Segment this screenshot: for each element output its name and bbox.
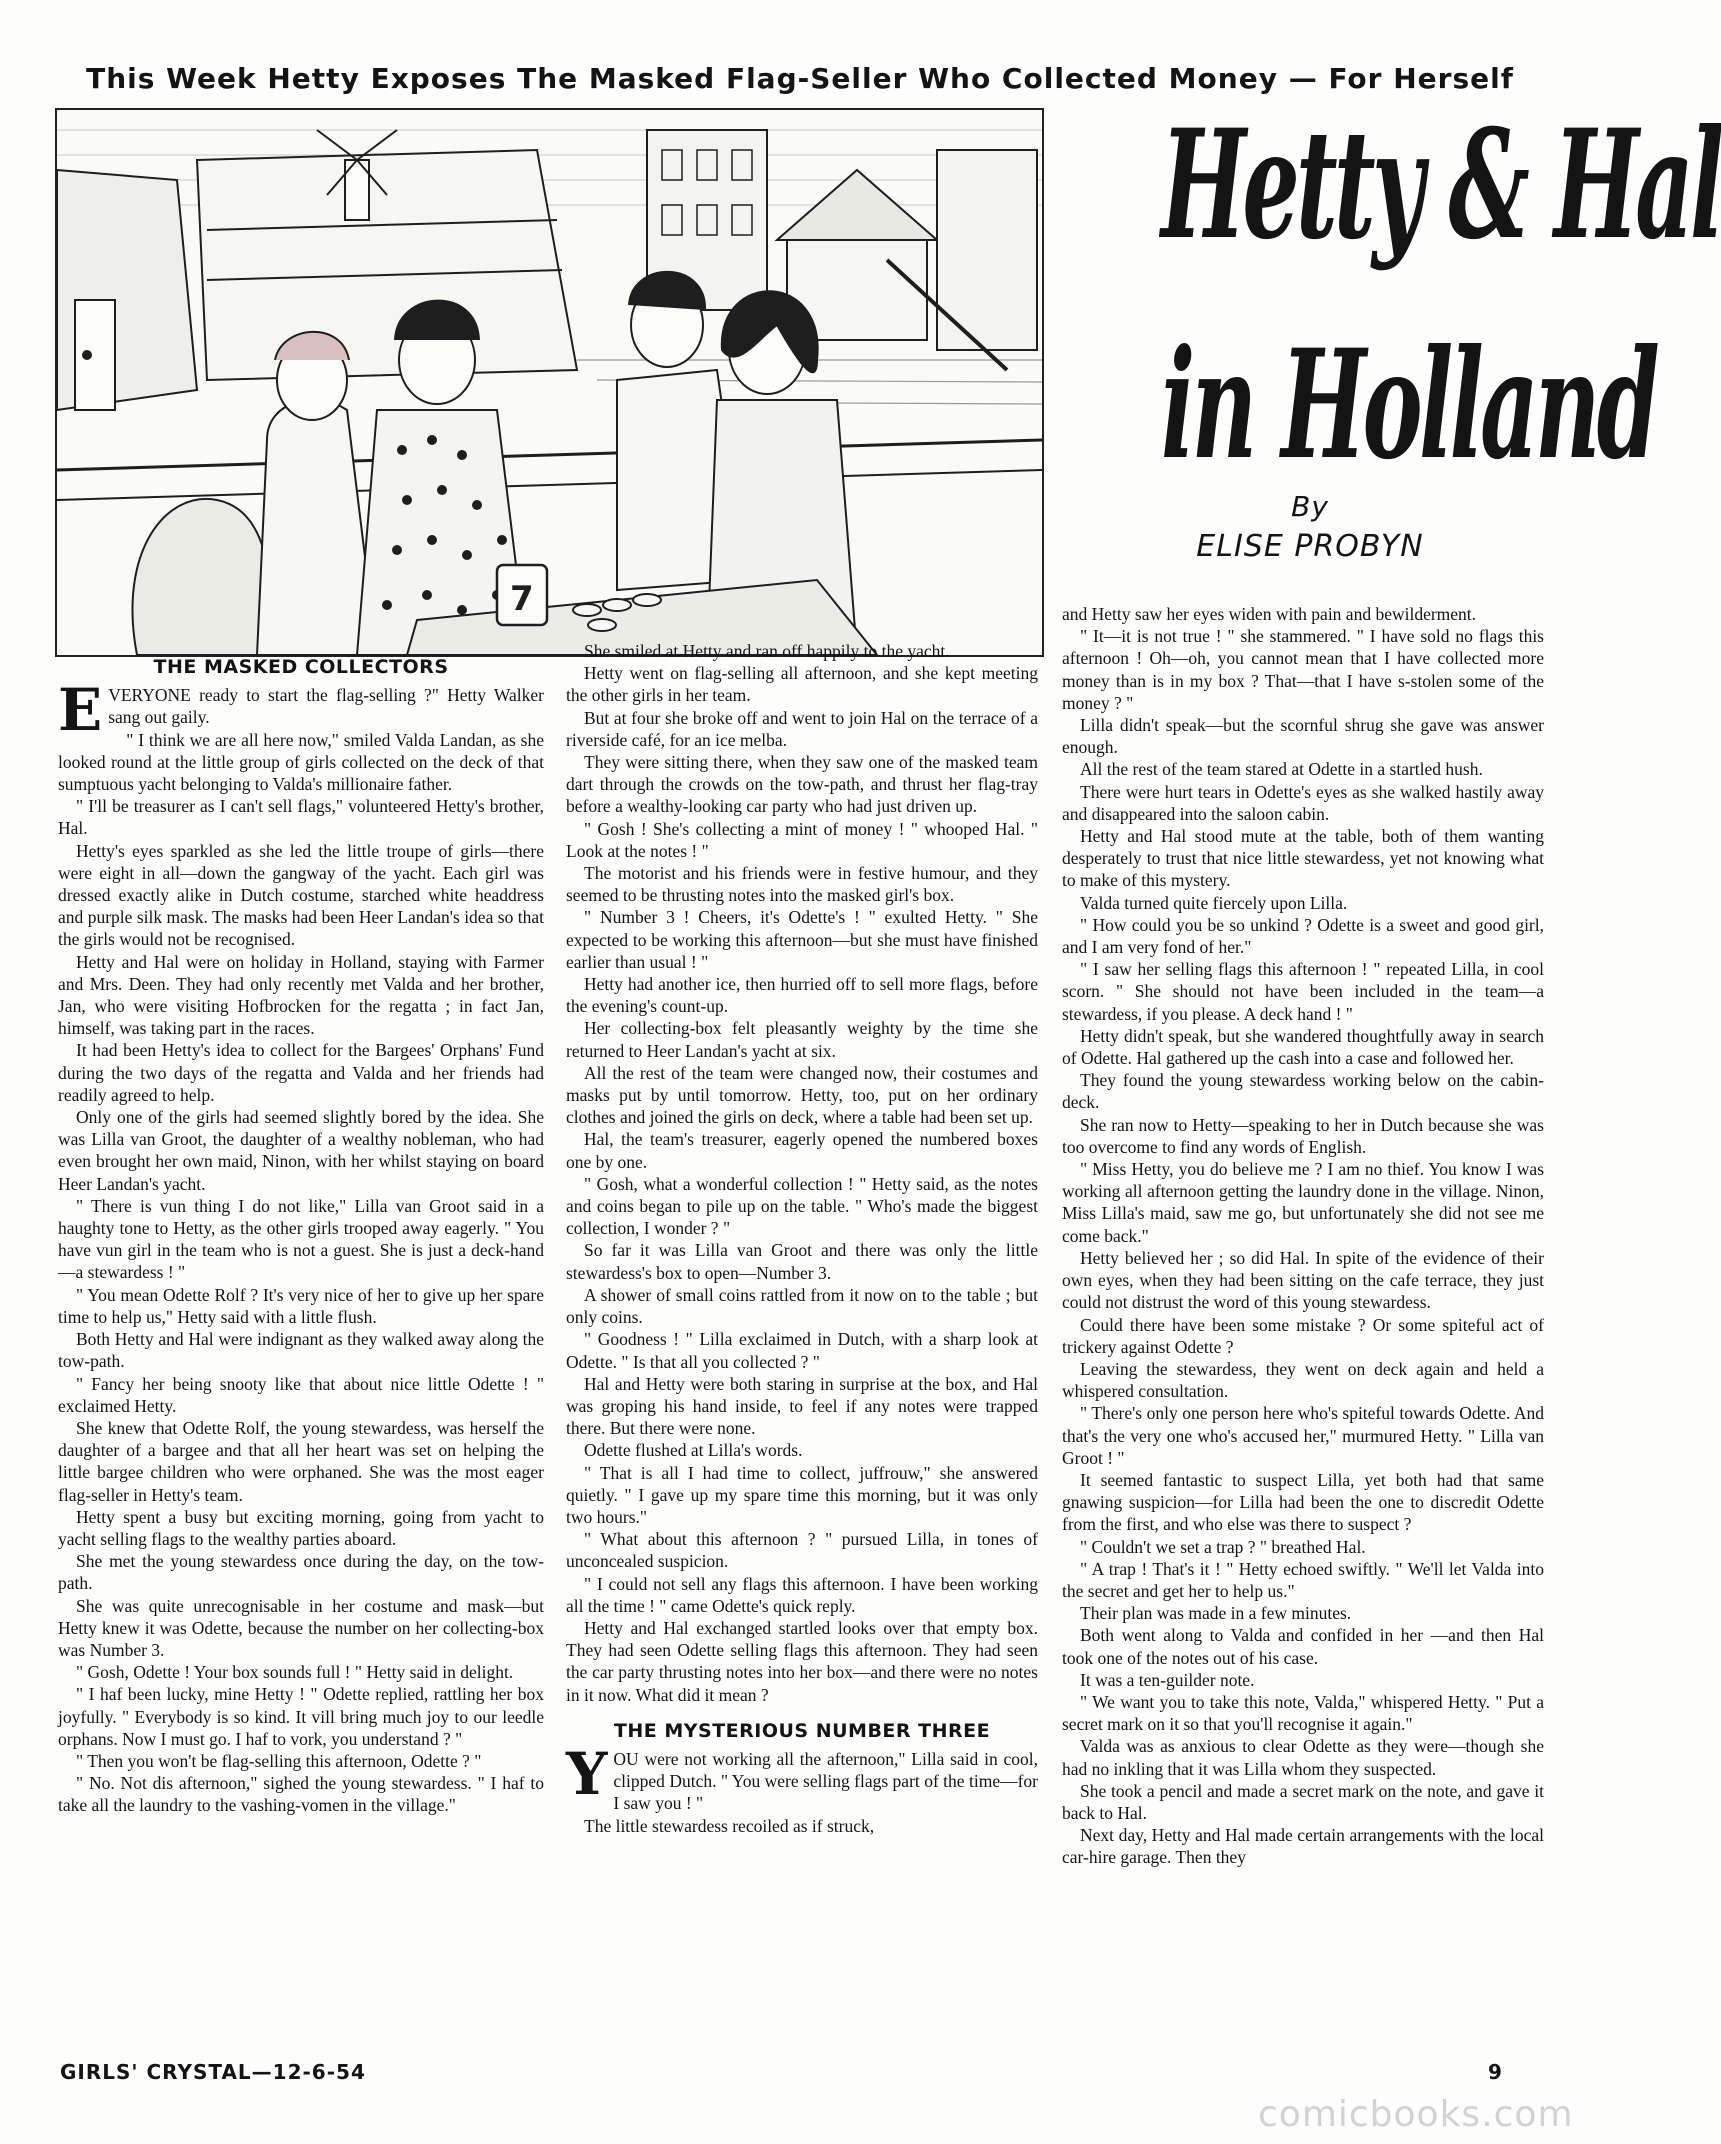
paragraph: She took a pencil and made a secret mark on the note, and gave it back to Hal. — [1062, 1780, 1544, 1823]
paragraph: " Couldn't we set a trap ? " breathed Hal. — [1080, 1536, 1366, 1557]
paragraph: Both went along to Valda and confided in her —and then Hal took one of the notes out of his case. — [1062, 1625, 1544, 1668]
paragraph: " I could not sell any flags this afternoon. I have been working all the time ! " came Odette's quick reply. — [566, 1573, 1038, 1616]
paragraph: " Gosh, what a wonderful collection ! " Hetty said, as the notes and coins began to pile up on the table. " Who's made the biggest collection, I wonder ? " — [566, 1173, 1038, 1239]
paragraph: It had been Hetty's idea to collect for the Bargees' Orphans' Fund during the two days of the regatta and Valda and her friends had readily agreed to help. — [58, 1040, 544, 1105]
paragraph: Hetty didn't speak, but she wandered thoughtfully away in search of Odette. Hal gathered up the cash into a case and followed her. — [1062, 1025, 1544, 1069]
paragraph: " Then you won't be flag-selling this afternoon, Odette ? " — [76, 1750, 482, 1771]
paragraph: She knew that Odette Rolf, the young stewardess, was herself the daughter of a bargee and that all her heart was set on helping the little bargee children who were orphaned. She was the most eager flag-seller in Hetty's team. — [58, 1417, 544, 1505]
paragraph: Valda was as anxious to clear Odette as they were—though she had no inkling that it was Lilla whom they suspected. — [1062, 1736, 1544, 1779]
paragraph: " That is all I had time to collect, juffrouw," she answered quietly. " I gave up my spare time this morning, but it was only two hours." — [566, 1462, 1038, 1527]
paragraph: " We want you to take this note, Valda," whispered Hetty. " Put a secret mark on it so that you'll recognise it again." — [1062, 1691, 1544, 1735]
section-heading: THE MASKED COLLECTORS — [153, 656, 449, 678]
paragraph: Next day, Hetty and Hal made certain arrangements with the local car-hire garage. Then they — [1062, 1825, 1544, 1868]
paragraph: There were hurt tears in Odette's eyes as she walked hastily away and disappeared into the saloon cabin. — [1062, 781, 1544, 824]
paragraph: " I haf been lucky, mine Hetty ! " Odette replied, rattling her box joyfully. " Everybody is so kind. It vill bring much joy to our leedle orphans. Now I must go. I haf to vork, you understand ? " — [58, 1684, 544, 1749]
paragraph: It seemed fantastic to suspect Lilla, yet both had that same gnawing suspicion—for Lilla had been the one to discredit Odette from the first, and who else was there to suspect ? — [1062, 1469, 1544, 1535]
paragraph: Hetty believed her ; so did Hal. In spite of the evidence of their own eyes, when they had been sitting on the cafe terrace, they just could not distrust the word of this young stewardess. — [1062, 1247, 1544, 1313]
paragraph: Hetty spent a busy but exciting morning, going from yacht to yacht selling flags to the wealthy parties aboard. — [58, 1506, 544, 1549]
paragraph: " You mean Odette Rolf ? It's very nice of her to give up her spare time to help us," Hetty said with a little flush. — [58, 1284, 544, 1327]
text-column-3 — [1062, 603, 1544, 1869]
paragraph: " It—it is not true ! " she stammered. " I have sold no flags this afternoon ! Oh—oh, you cannot mean that I have collected more money than is in my box ? That—that I have s-stolen some of the money ? " — [1062, 626, 1544, 713]
paragraph: The little stewardess recoiled as if struck, — [584, 1815, 875, 1836]
lead-text-2: OU were not working all the afternoon," Lilla said in cool, clipped Dutch. " You were selling flags part of the time—for I saw you ! " — [613, 1748, 1038, 1814]
paragraph: All the rest of the team were changed now, their costumes and masks put by until tomorrow. Hetty, too, put on her ordinary clothes and joined the girls on deck, where a table had been set up. — [566, 1062, 1038, 1128]
paragraph: " Fancy her being snooty like that about nice little Odette ! " exclaimed Hetty. — [58, 1373, 544, 1416]
paragraph: They were sitting there, when they saw one of the masked team dart through the crowds on the tow-path, and thrust her flag-tray before a wealthy-looking car party who had just driven up. — [566, 752, 1038, 817]
paragraph: But at four she broke off and went to join Hal on the terrace of a riverside café, for an ice melba. — [566, 707, 1038, 750]
byline — [1100, 490, 1520, 564]
paragraph: " Miss Hetty, you do believe me ? I am no thief. You know I was working all afternoon getting the laundry done in the village. Ninon, Miss Lilla's maid, saw me go, but unfortunately she did not see me come back." — [1062, 1159, 1544, 1246]
paragraph: It was a ten-guilder note. — [1080, 1669, 1255, 1690]
paragraph: " Gosh, Odette ! Your box sounds full ! " Hetty said in delight. — [76, 1662, 514, 1683]
paragraph: " There is vun thing I do not like," Lilla van Groot said in a haughty tone to Hetty, as the other girls trooped away eagerly. " You have vun girl in the team who is not a guest. She is just a deck-hand—a stewardess ! " — [58, 1195, 544, 1283]
paragraph: She ran now to Hetty—speaking to her in Dutch because she was too overcome to find any words of English. — [1062, 1114, 1544, 1157]
paragraph: " Number 3 ! Cheers, it's Odette's ! " exulted Hetty. " She expected to be working this afternoon—but she must have finished earlier than usual ! " — [566, 907, 1038, 972]
paragraph: Leaving the stewardess, they went on deck again and held a whispered consultation. — [1062, 1358, 1544, 1402]
paragraph: The motorist and his friends were in festive humour, and they seemed to be thrusting notes into the masked girl's box. — [566, 863, 1038, 906]
story-title — [1060, 97, 1721, 550]
paragraph: Hetty and Hal exchanged startled looks over that empty box. They had seen Odette selling flags this afternoon. They had seen the car party thrusting notes into her box—and there were no notes in it now. What did it mean ? — [566, 1617, 1038, 1705]
paragraph: " What about this afternoon ? " pursued Lilla, in tones of unconcealed suspicion. — [566, 1529, 1038, 1572]
paragraph: So far it was Lilla van Groot and there was only the little stewardess's box to open—Number 3. — [566, 1240, 1038, 1283]
paragraph: " There's only one person here who's spiteful towards Odette. And that's the very one who's accused her," murmured Hetty. " Lilla van Groot ! " — [1062, 1403, 1544, 1468]
text-column-2 — [566, 640, 1038, 1837]
paragraph: " I'll be treasurer as I can't sell flags," volunteered Hetty's brother, Hal. — [58, 796, 544, 839]
paragraph: " How could you be so unkind ? Odette is a sweet and good girl, and I am very fond of her." — [1062, 914, 1544, 958]
paragraph: They found the young stewardess working below on the cabin-deck. — [1062, 1070, 1544, 1113]
paragraph: Odette flushed at Lilla's words. — [584, 1440, 803, 1461]
paragraph: She smiled at Hetty and ran off happily to the yacht. — [584, 641, 950, 661]
paragraph: " Gosh ! She's collecting a mint of money ! " whooped Hal. " Look at the notes ! " — [566, 818, 1038, 861]
paragraph: Hetty and Hal stood mute at the table, both of them wanting desperately to trust that nice little stewardess, yet not knowing what to make of this mystery. — [1062, 826, 1544, 891]
title-line-2: in Holland — [1161, 317, 1657, 493]
paragraph: " A trap ! That's it ! " Hetty echoed swiftly. " We'll let Valda into the secret and get her to help us." — [1062, 1558, 1544, 1601]
title-line-1: Hetty & Hal — [1161, 97, 1721, 273]
paragraph: " Goodness ! " Lilla exclaimed in Dutch, with a sharp look at Odette. " Is that all you collected ? " — [566, 1329, 1038, 1372]
section-heading-2: THE MYSTERIOUS NUMBER THREE — [613, 1719, 991, 1742]
paragraph: and Hetty saw her eyes widen with pain and bewilderment. — [1062, 604, 1477, 624]
paragraph: All the rest of the team stared at Odette in a startled hush. — [1080, 759, 1483, 780]
paragraph: She was quite unrecognisable in her costume and mask—but Hetty knew it was Odette, because the number on her collecting-box was Number 3. — [58, 1595, 544, 1660]
lead-paragraph — [58, 676, 544, 745]
box-number: 7 — [510, 579, 534, 619]
byline-by: By — [1291, 490, 1329, 523]
drop-cap: E — [58, 676, 103, 745]
paragraph: Hetty went on flag-selling all afternoon, and she kept meeting the other girls in her team. — [566, 663, 1038, 706]
text-column-1 — [58, 656, 544, 1817]
paragraph: " I saw her selling flags this afternoon ! " repeated Lilla, in cool scorn. " She should not have been included in the team—a stewardess, if you please. A deck hand ! " — [1062, 959, 1544, 1024]
paragraph: A shower of small coins rattled from it now on to the table ; but only coins. — [566, 1284, 1038, 1328]
lead-paragraph-2 — [566, 1739, 1038, 1815]
paragraph: " I think we are all here now," smiled Valda Landan, as she looked round at the little group of girls collected on the deck of that sumptuous yacht belonging to Valda's millionaire father. — [58, 729, 544, 795]
author-name: ELISE PROBYN — [1196, 529, 1424, 564]
paragraph: Her collecting-box felt pleasantly weighty by the time she returned to Heer Landan's yacht at six. — [566, 1018, 1038, 1061]
paragraph: Their plan was made in a few minutes. — [1080, 1603, 1352, 1624]
strapline: This Week Hetty Exposes The Masked Flag-Seller Who Collected Money — For Herself — [86, 62, 1514, 95]
story-illustration — [55, 108, 1044, 657]
paragraph: Hal, the team's treasurer, eagerly opened the numbered boxes one by one. — [566, 1129, 1038, 1172]
paragraph: Both Hetty and Hal were indignant as they walked away along the tow-path. — [58, 1329, 544, 1372]
paragraph: " No. Not dis afternoon," sighed the young stewardess. " I haf to take all the laundry to the vashing-vomen in the village." — [58, 1773, 544, 1816]
paragraph: Only one of the girls had seemed slightly bored by the idea. She was Lilla van Groot, the daughter of a wealthy nobleman, who had even brought her own maid, Ninon, with her whilst staying on board Heer Landan's yacht. — [58, 1107, 544, 1194]
paragraph: Valda turned quite fiercely upon Lilla. — [1080, 892, 1348, 913]
paragraph: Could there have been some mistake ? Or some spiteful act of trickery against Odette ? — [1062, 1314, 1544, 1357]
paragraph: Hetty and Hal were on holiday in Holland, staying with Farmer and Mrs. Deen. They had only recently met Valda and her brother, Jan, who were visiting Hofbrocken for the regatta ; in fact Jan, himself, was taking part in the races. — [58, 951, 544, 1039]
paragraph: Hal and Hetty were both staring in surprise at the box, and Hal was groping his hand inside, to feel if any notes were trapped there. But there were none. — [566, 1373, 1038, 1439]
drop-cap-2: Y — [566, 1739, 608, 1808]
paragraph: She met the young stewardess once during the day, on the tow-path. — [58, 1551, 544, 1594]
lead-text: VERYONE ready to start the flag-selling ?" Hetty Walker sang out gaily. — [108, 685, 544, 728]
paragraph: Lilla didn't speak—but the scornful shrug she gave was answer enough. — [1062, 715, 1544, 758]
paragraph: Hetty had another ice, then hurried off to sell more flags, before the evening's count-up. — [566, 974, 1038, 1017]
watermark: comicbooks.com — [1258, 2094, 1574, 2135]
page-number: 9 — [1488, 2060, 1502, 2084]
paragraph: Hetty's eyes sparkled as she led the little troupe of girls—there were eight in all—down the gangway of the yacht. Each girl was dressed exactly alike in Dutch costume, starched white headdress and purple silk mask. The masks had been Heer Landan's idea so that the girls would not be recognised. — [58, 840, 544, 950]
magazine-footer: GIRLS' CRYSTAL—12-6-54 — [60, 2060, 366, 2084]
